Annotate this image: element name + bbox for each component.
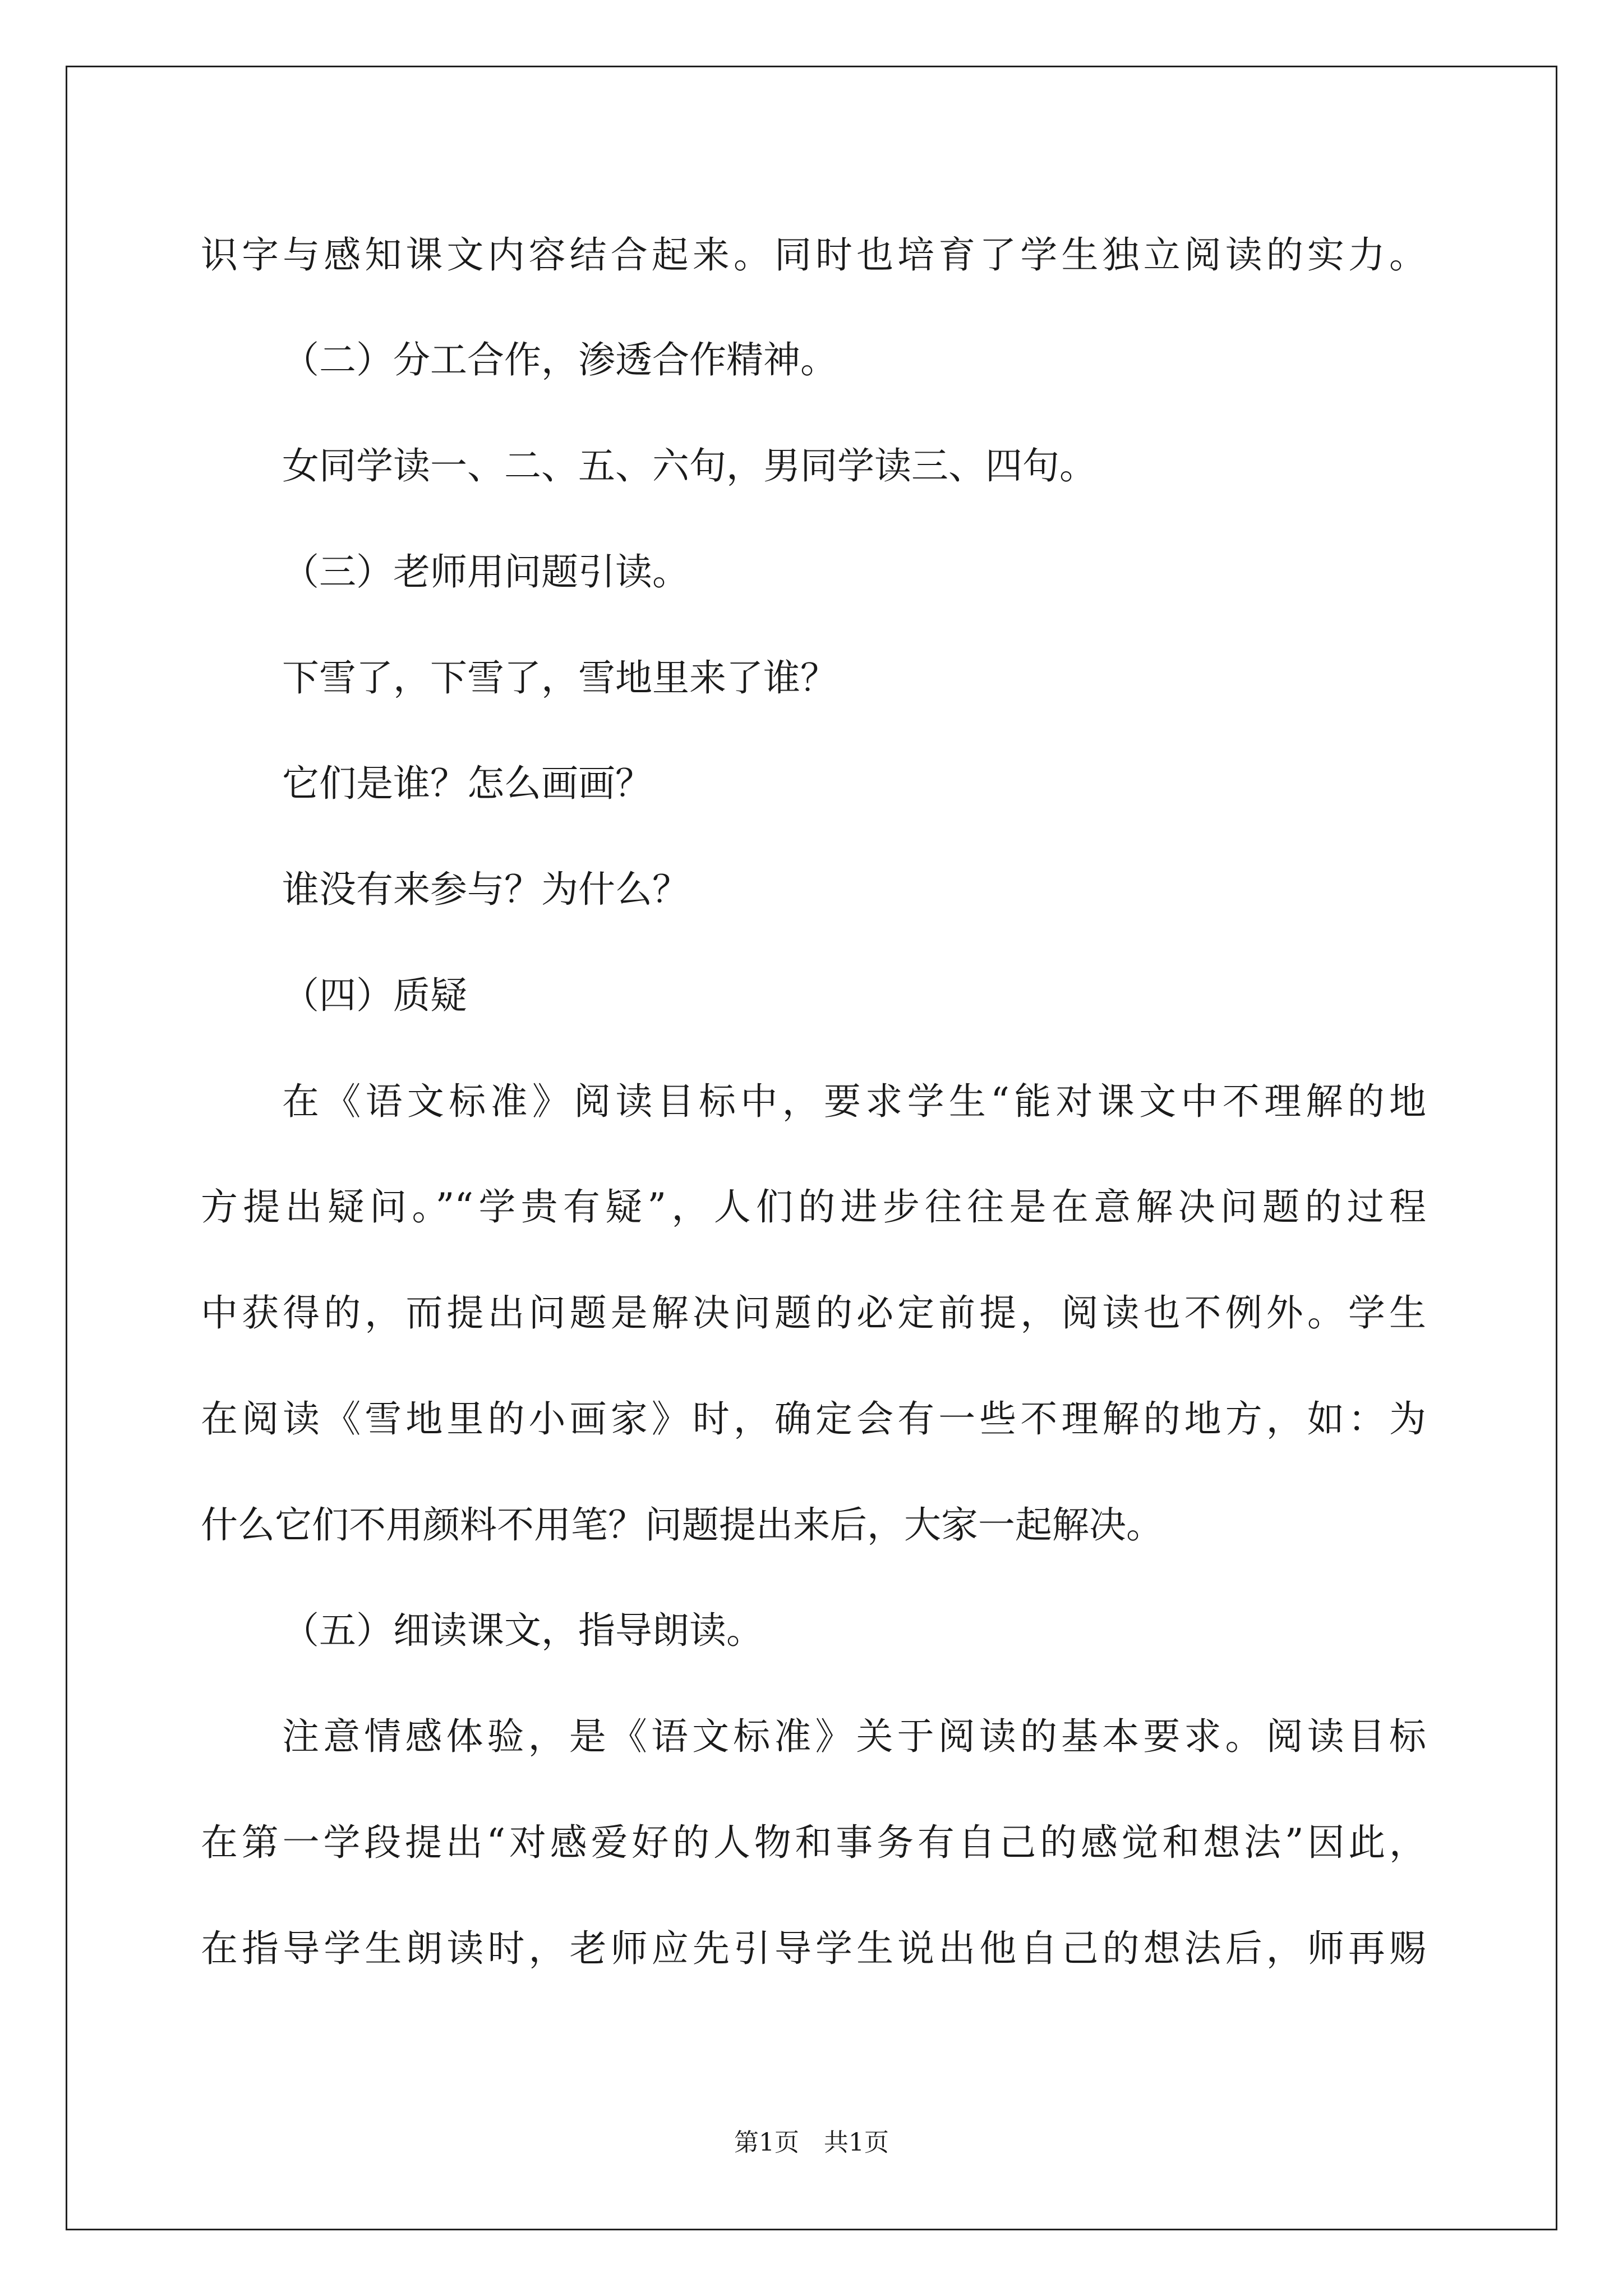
page-footer <box>0 2126 1623 2160</box>
text-line: 方提出疑问。”“学贵有疑”，人们的进步往往是在意解决问题的过程 <box>201 1185 1426 1228</box>
section-heading: （五）细读课文，指导朗读。 <box>282 1609 763 1652</box>
text-line: 下雪了，下雪了，雪地里来了谁？ <box>282 656 837 700</box>
text-line: 在《语文标准》阅读目标中，要求学生“能对课文中不理解的地 <box>282 1080 1426 1123</box>
text-line: 女同学读一、二、五、六句，男同学读三、四句。 <box>282 444 1096 487</box>
text-line: 什么它们不用颜料不用笔？问题提出来后，大家一起解决。 <box>201 1503 1163 1547</box>
text-line: 中获得的，而提出问题是解决问题的必定前提，阅读也不例外。学生 <box>201 1291 1426 1335</box>
text-line: 它们是谁？怎么画画？ <box>282 762 652 805</box>
page-border <box>66 66 1557 2230</box>
text-line: 注意情感体验，是《语文标准》关于阅读的基本要求。阅读目标 <box>282 1715 1426 1758</box>
text-line: 在阅读《雪地里的小画家》时，确定会有一些不理解的地方，如：为 <box>201 1397 1426 1441</box>
page-number-label: 第1页 共1页 <box>734 2128 889 2157</box>
section-heading: （二）分工合作，渗透合作精神。 <box>282 338 837 381</box>
text-line: 在指导学生朗读时，老师应先引导学生说出他自己的想法后，师再赐 <box>201 1927 1426 1970</box>
text-line: 在第一学段提出“对感爱好的人物和事务有自己的感觉和想法”因此， <box>201 1821 1426 1864</box>
text-line: 谁没有来参与？为什么？ <box>282 868 689 911</box>
section-heading: （三）老师用问题引读。 <box>282 550 689 593</box>
text-line: 识字与感知课文内容结合起来。同时也培育了学生独立阅读的实力。 <box>201 233 1426 277</box>
section-heading: （四）质疑 <box>282 974 467 1017</box>
